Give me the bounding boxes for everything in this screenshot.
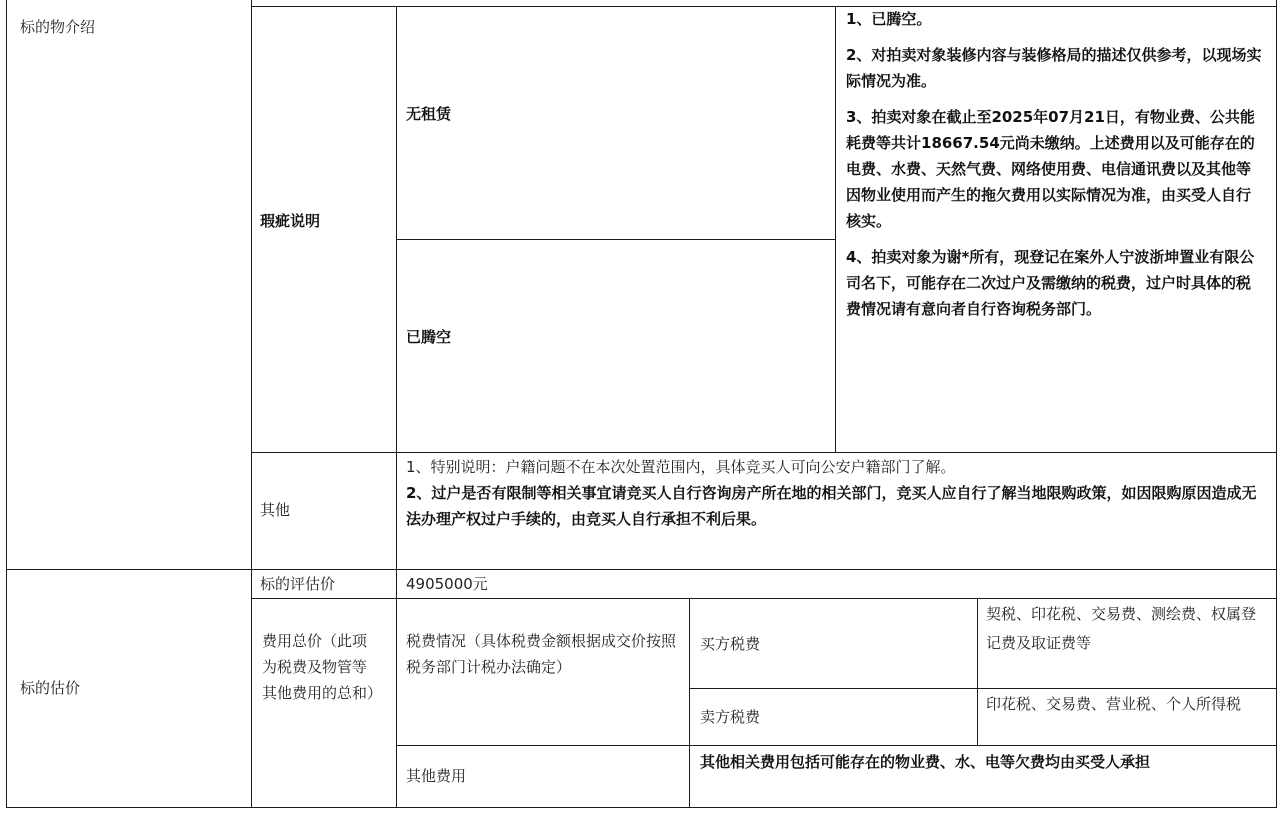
rent-status: 无租赁 [406,105,452,123]
other-fee-value: 其他相关费用包括可能存在的物业费、水、电等欠费均由买受人承担 [700,753,1151,771]
defect-notes [846,6,1264,322]
defects-label: 瑕疵说明 [260,212,321,230]
vacancy-status: 已腾空 [406,328,452,346]
row-divider-other [251,452,1277,453]
row-divider-vacancy [396,239,836,240]
other-label: 其他 [260,501,291,519]
row-divider-other-fee [396,745,1277,746]
defect-note: 1、已腾空。 [846,10,932,28]
seller-tax-label: 卖方税费 [700,708,761,726]
other-note-special: 1、特别说明：户籍问题不在本次处置范围内，具体竞买人可向公安户籍部门了解。 [406,458,956,476]
valuation-label: 标的评估价 [260,575,336,593]
table-border-bottom [6,807,1277,808]
table-border-left [6,0,7,808]
section-label-intro: 标的物介绍 [20,18,96,36]
table-border-right [1276,0,1277,808]
defect-note: 2、对拍卖对象装修内容与装修格局的描述仅供参考，以现场实际情况为准。 [846,46,1262,90]
row-divider-buyer-seller [689,688,1277,689]
buyer-tax-label: 买方税费 [700,635,761,653]
col-divider-1 [251,0,252,808]
col-divider-tax [689,598,690,808]
seller-tax-value: 印花税、交易费、营业税、个人所得税 [986,695,1242,713]
tax-situation-label: 税费情况（具体税费金额根据成交价按照税务部门计税办法确定） [406,632,677,676]
buyer-tax-value: 契税、印花税、交易费、测绘费、权属登记费及取证费等 [986,605,1257,652]
col-divider-2 [396,6,397,808]
row-divider-valuation [251,598,1277,599]
other-notes [406,454,1268,532]
defect-note: 4、拍卖对象为谢*所有，现登记在案外人宁波浙坤置业有限公司名下，可能存在二次过户及需缴纳的税费，过户时具体的税费情况请有意向者自行咨询税务部门。 [846,248,1255,318]
other-note-transfer: 2、过户是否有限制等相关事宜请竞买人自行咨询房产所在地的相关部门，竞买人应自行了解当地限购政策，如因限购原因造成无法办理产权过户手续的，由竞买人自行承担不利后果。 [406,484,1257,528]
section-divider [6,569,1277,570]
fees-total-label: 费用总价（此项为税费及物管等其他费用的总和） [262,632,383,702]
col-divider-notes [835,6,836,453]
section-label-estimate: 标的估价 [20,679,81,697]
col-divider-tax-value [977,598,978,746]
other-fee-label: 其他费用 [406,767,467,785]
defect-note: 3、拍卖对象在截止至2025年07月21日，有物业费、公共能耗费等共计18667.54元尚未缴纳。上述费用以及可能存在的电费、水费、天然气费、网络使用费、电信通讯费以及其他等因物业使用而产生的拖欠费用以实际情况为准，由买受人自行核实。 [846,108,1255,230]
valuation-value: 4905000元 [406,575,488,593]
